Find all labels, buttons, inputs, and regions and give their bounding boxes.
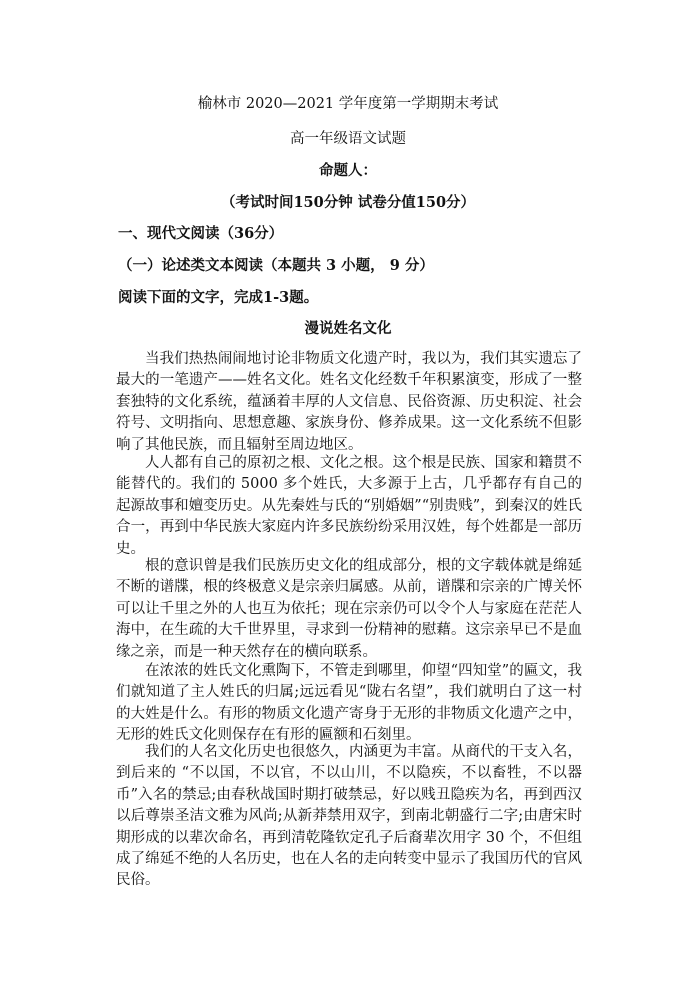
section-heading: 一、现代文阅读（36分） [118, 225, 284, 242]
subject-title: 高一年级语文试题 [290, 131, 406, 147]
article-paragraph-5: 我们的人名文化历史也很悠久，内涵更为丰富。从商代的干支入名，到后来的 “不以国，不以官，不以山川，不以隐疾，不以畜牲，不以器币”入名的禁忌;由春秋战国时期打破禁忌，好以贱丑隐疾为名，再到西汉以后尊崇圣洁文雅为风尚;从新莽禁用双字，到南北朝盛行二字;由唐宋时期形成的以辈次命名，再到清乾隆钦定孔子后裔辈次用字 30 个，不但组成了绵延不绝的人名历史，也在人名的走向转变中显示了我国历代的官风民俗。 [116, 744, 582, 889]
author-label: 命题人： [319, 162, 377, 179]
article-paragraph-1: 当我们热热闹闹地讨论非物质文化遗产时，我以为，我们其实遗忘了最大的一笔遗产——姓名文化。姓名文化经数千年积累演变，形成了一整套独特的文化系统，蕴涵着丰厚的人文信息、民俗资源、历史积淀、社会符号、文明指向、思想意趣、家族身份、修养成果。这一文化系统不但影响了其他民族，而且辐射至周边地区。 [116, 351, 582, 453]
article-paragraph-4: 在浓浓的姓氏文化熏陶下，不管走到哪里，仰望“四知堂”的匾文，我们就知道了主人姓氏的归属;远远看见“陇右名望”，我们就明白了这一村的大姓是什么。有形的物质文化遗产寄身于无形的非物质文化遗产之中，无形的姓氏文化则保存在有形的匾额和石刻里。 [116, 663, 582, 744]
article-paragraph-2: 人人都有自己的原初之根、文化之根。这个根是民族、国家和籍贯不能替代的。我们的 5000 多个姓氏，大多源于上古，几乎都存有自己的起源故事和嬗变历史。从先秦姓与氏的“别婚姻”“别贵贱”，到秦汉的姓氏合一，再到中华民族大家庭内许多民族纷纷采用汉姓，每个姓都是一部历史。 [116, 455, 582, 557]
subsection-heading: （一）论述类文本阅读（本题共 3 小题， 9 分） [118, 257, 434, 274]
article-title: 漫说姓名文化 [304, 320, 392, 337]
reading-instruction: 阅读下面的文字，完成1-3题。 [118, 289, 319, 306]
exam-info: （考试时间150分钟 试卷分值150分） [220, 194, 476, 211]
article-paragraph-3: 根的意识曾是我们民族历史文化的组成部分，根的文字载体就是绵延不断的谱牒，根的终极意义是宗亲归属感。从前，谱牒和宗亲的广博关怀可以让千里之外的人也互为依托；现在宗亲仍可以令个人与家庭在茫茫人海中，在生疏的大千世界里，寻求到一份精神的慰藉。这宗亲早已不是血缘之亲，而是一种天然存在的横向联系。 [116, 558, 582, 660]
exam-title: 榆林市 2020—2021 学年度第一学期期末考试 [197, 96, 499, 112]
